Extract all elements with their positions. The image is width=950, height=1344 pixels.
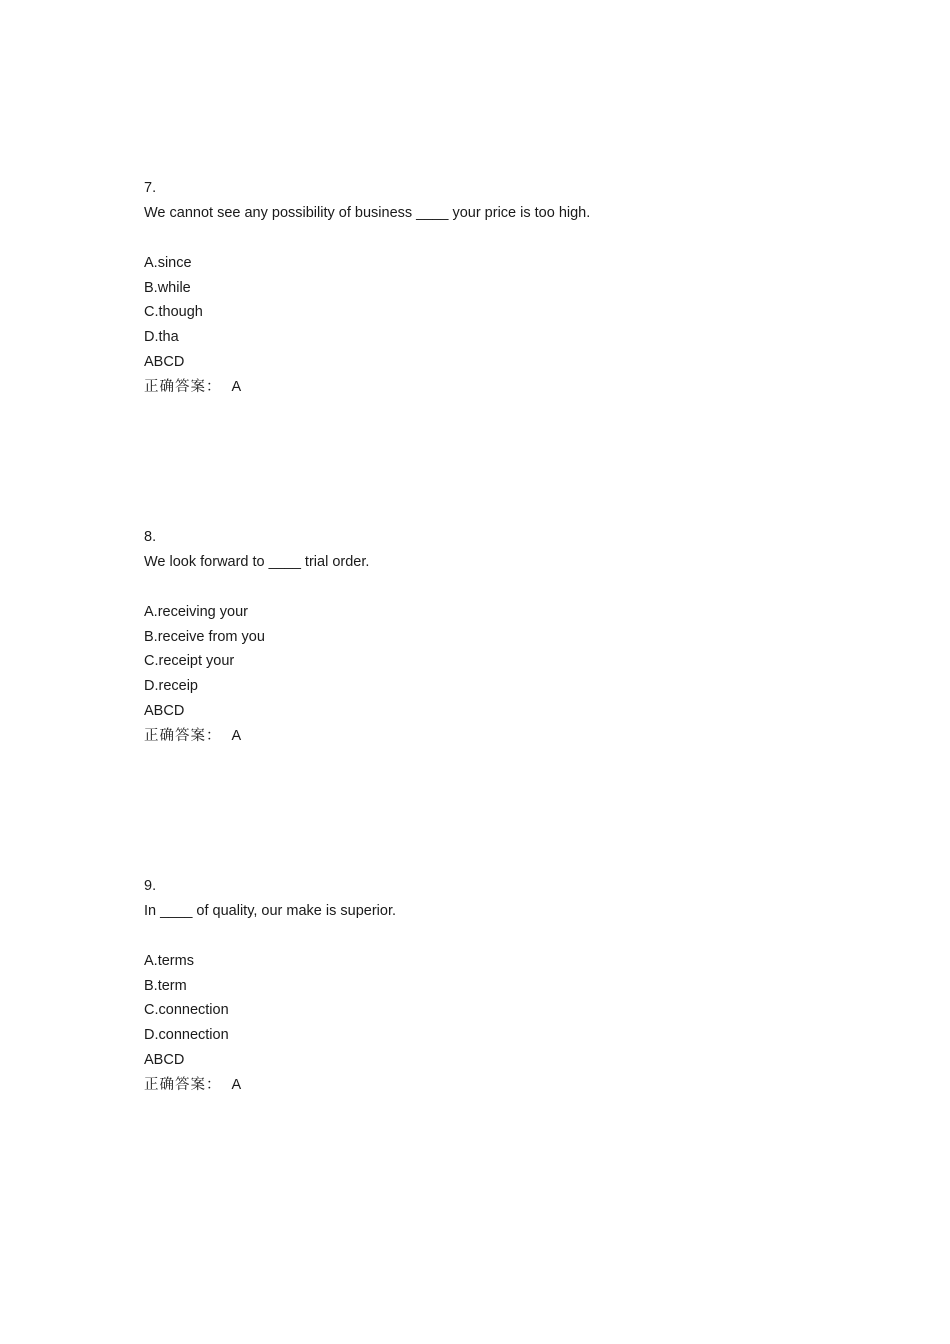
question-text: In ____ of quality, our make is superior. xyxy=(144,902,397,919)
correct-answer-label: 正确答案： xyxy=(144,379,222,396)
correct-answer xyxy=(144,1073,844,1098)
spacer xyxy=(144,924,844,949)
correct-answer-value: A xyxy=(231,728,242,745)
spacer xyxy=(144,575,844,600)
choices-line: ABCD xyxy=(144,703,185,720)
option-c: C.receipt your xyxy=(144,653,235,670)
question-number: 7. xyxy=(144,180,157,196)
choices-line: ABCD xyxy=(144,1052,185,1069)
question-number: 8. xyxy=(144,529,157,545)
correct-answer-label: 正确答案： xyxy=(144,728,222,745)
correct-answer-value: A xyxy=(231,1077,242,1094)
option-a: A.since xyxy=(144,254,192,271)
question-9 xyxy=(144,874,844,1098)
option-c: C.though xyxy=(144,304,203,321)
question-number: 9. xyxy=(144,878,157,894)
correct-answer xyxy=(144,724,844,749)
question-7 xyxy=(144,176,844,400)
question-text: We look forward to ____ trial order. xyxy=(144,553,370,570)
option-a: A.terms xyxy=(144,952,194,969)
option-a: A.receiving your xyxy=(144,603,248,620)
correct-answer-value: A xyxy=(231,379,242,396)
option-d: D.tha xyxy=(144,329,179,346)
option-b: B.while xyxy=(144,279,191,296)
question-text: We cannot see any possibility of business ____ your price is too high. xyxy=(144,204,591,221)
question-8 xyxy=(144,525,844,749)
correct-answer xyxy=(144,375,844,400)
option-c: C.connection xyxy=(144,1002,229,1019)
option-d: D.receip xyxy=(144,678,198,695)
option-d: D.connection xyxy=(144,1027,229,1044)
option-b: B.term xyxy=(144,977,187,994)
correct-answer-label: 正确答案： xyxy=(144,1077,222,1094)
choices-line: ABCD xyxy=(144,354,185,371)
spacer xyxy=(144,226,844,251)
option-b: B.receive from you xyxy=(144,628,265,645)
